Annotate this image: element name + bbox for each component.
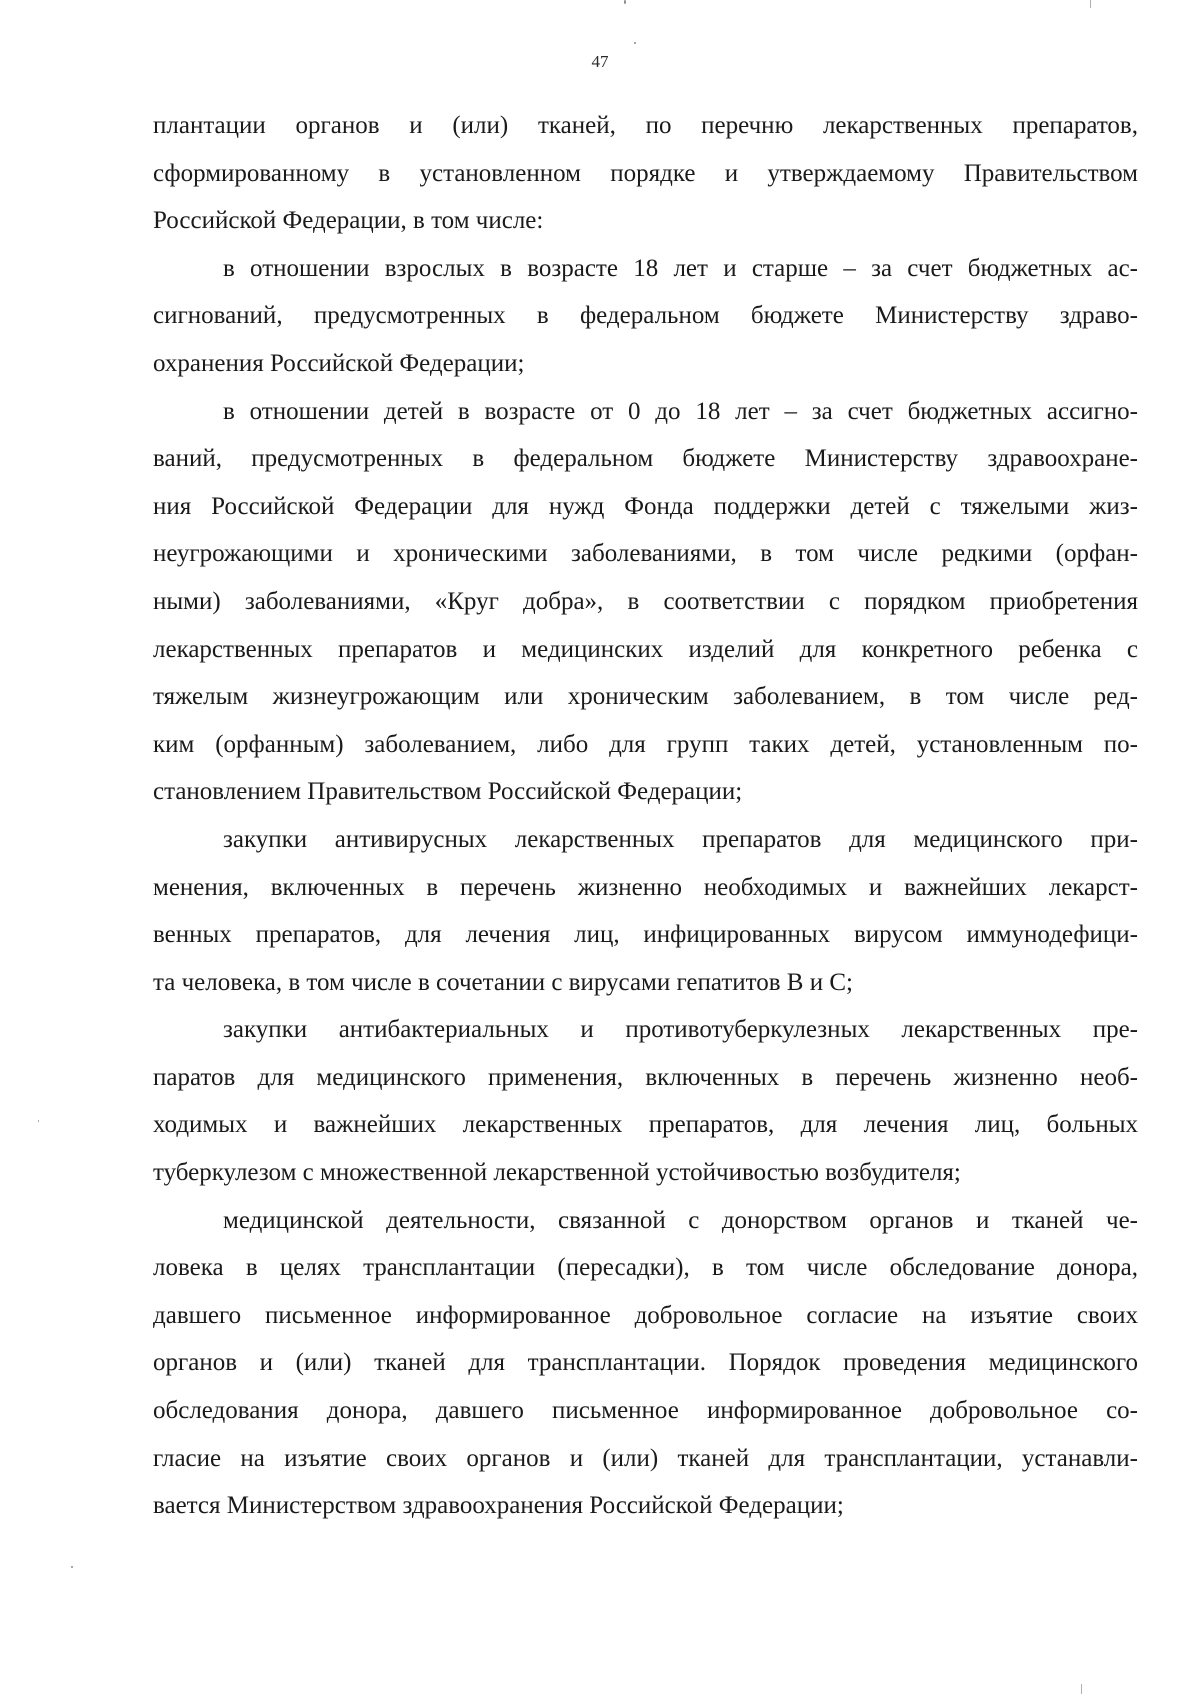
text-line: туберкулезом с множественной лекарственной устойчивостью возбудителя; [153, 1159, 961, 1187]
body-text [153, 102, 1138, 1530]
text-line: плантации органов и (или) тканей, по перечню лекарственных препаратов, [153, 112, 1138, 139]
text-line: ходимых и важнейших лекарственных препаратов, для лечения лиц, больных [153, 1111, 1138, 1139]
scan-speck [634, 42, 636, 44]
page-number: 47 [591, 52, 609, 71]
paragraph-donation [153, 1197, 1138, 1530]
text-line: ния Российской Федерации для нужд Фонда поддержки детей с тяжелыми жиз- [153, 492, 1138, 520]
paragraph-continuation [153, 102, 1138, 245]
text-line: паратов для медицинского применения, включенных в перечень жизненно необ- [153, 1063, 1138, 1091]
text-line: менения, включенных в перечень жизненно необходимых и важнейших лекарст- [153, 873, 1138, 901]
text-line: закупки антивирусных лекарственных препаратов для медицинского при- [223, 825, 1138, 853]
text-line: ными) заболеваниями, «Круг добра», в соответствии с порядком приобретения [153, 587, 1138, 615]
text-line: давшего письменное информированное добровольное согласие на изъятие своих [153, 1301, 1138, 1329]
paragraph-antibacterial [153, 1006, 1138, 1196]
text-line: сформированному в установленном порядке и утверждаемому Правительством [153, 159, 1138, 187]
text-line: гласие на изъятие своих органов и (или) тканей для трансплантации, устанавли- [153, 1444, 1138, 1472]
text-line: Российской Федерации, в том числе: [153, 207, 544, 235]
text-line: в отношении взрослых в возрасте 18 лет и старше – за счет бюджетных ас- [223, 254, 1138, 282]
text-line: тяжелым жизнеугрожающим или хроническим заболеванием, в том числе ред- [153, 683, 1138, 711]
text-line: ловека в целях трансплантации (пересадки), в том числе обследование донора, [153, 1254, 1138, 1282]
text-line: органов и (или) тканей для трансплантации. Порядок проведения медицинского [153, 1349, 1138, 1377]
text-line: обследования донора, давшего письменное информированное добровольное со- [153, 1397, 1138, 1425]
text-line: в отношении детей в возрасте от 0 до 18 лет – за счет бюджетных ассигно- [223, 397, 1138, 425]
text-line: лекарственных препаратов и медицинских изделий для конкретного ребенка с [153, 635, 1138, 663]
scan-speck [624, 0, 626, 4]
text-line: охранения Российской Федерации; [153, 349, 525, 377]
text-line: медицинской деятельности, связанной с донорством органов и тканей че- [223, 1206, 1138, 1234]
paragraph-children [153, 388, 1138, 816]
text-line: венных препаратов, для лечения лиц, инфицированных вирусом иммунодефици- [153, 921, 1138, 949]
text-line: та человека, в том числе в сочетании с вирусами гепатитов В и С; [153, 968, 853, 996]
text-line: сигнований, предусмотренных в федеральном бюджете Министерству здраво- [153, 302, 1138, 330]
scan-speck [38, 1120, 39, 1122]
text-line: ким (орфанным) заболеванием, либо для групп таких детей, установленным по- [153, 730, 1138, 758]
scan-speck [71, 1566, 73, 1568]
text-line: ваний, предусмотренных в федеральном бюджете Министерству здравоохране- [153, 445, 1138, 473]
scan-edge-mark [1081, 1684, 1082, 1694]
paragraph-antiviral [153, 816, 1138, 1006]
scan-edge-mark [1090, 0, 1091, 8]
text-line: закупки антибактериальных и противотуберкулезных лекарственных пре- [223, 1016, 1138, 1044]
paragraph-adults [153, 245, 1138, 388]
text-line: неугрожающими и хроническими заболеваниями, в том числе редкими (орфан- [153, 540, 1138, 568]
text-line: вается Министерством здравоохранения Российской Федерации; [153, 1492, 844, 1520]
text-line: становлением Правительством Российской Федерации; [153, 778, 743, 806]
